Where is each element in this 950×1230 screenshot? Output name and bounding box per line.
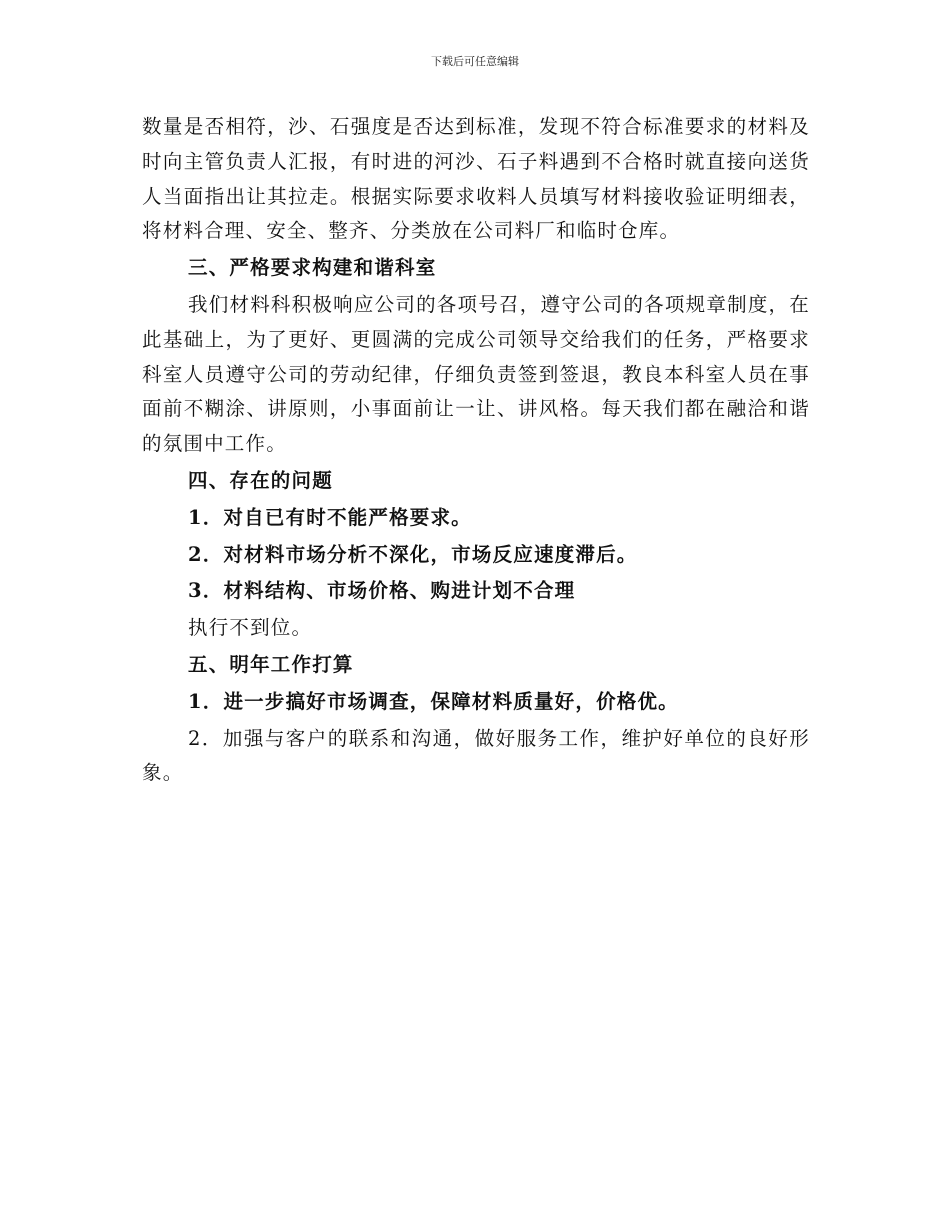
problem-item-3-continued: 执行不到位。 [188, 616, 313, 640]
plan-item-2: 2．加强与客户的联系和沟通，做好服务工作，维护好单位的良好形象。 [142, 726, 810, 785]
section-heading-3: 三、严格要求构建和谐科室 [188, 256, 437, 280]
section-heading-4: 四、存在的问题 [188, 468, 333, 492]
problem-item-2: 2．对材料市场分析不深化，市场反应速度滞后。 [188, 542, 638, 566]
problem-item-1: 1．对自已有时不能严格要求。 [188, 505, 472, 529]
plan-item-1: 1．进一步搞好市场调查，保障材料质量好，价格优。 [188, 689, 679, 713]
paragraph-material-inspection: 数量是否相符，沙、石强度是否达到标准，发现不符合标准要求的材料及时向主管负责人汇报，有时进的河沙、石子料遇到不合格时就直接向送货人当面指出让其拉走。根据实际要求收料人员填写材料接收验证明细表，将材料合理、安全、整齐、分类放在公司料厂和临时仓库。 [142, 115, 810, 243]
page-header: 下载后可任意编辑 [431, 55, 519, 68]
problem-item-3: 3．材料结构、市场价格、购进计划不合理 [188, 579, 576, 603]
section-heading-5: 五、明年工作打算 [188, 652, 354, 676]
paragraph-harmonious-office: 我们材料科积极响应公司的各项号召，遵守公司的各项规章制度，在此基础上，为了更好、更圆满的完成公司领导交给我们的任务，严格要求科室人员遵守公司的劳动纪律，仔细负责签到签退，教良本科室人员在事面前不糊涂、讲原则，小事面前让一让、讲风格。每天我们都在融洽和谐的氛围中工作。 [142, 292, 810, 456]
document-body [142, 110, 810, 791]
